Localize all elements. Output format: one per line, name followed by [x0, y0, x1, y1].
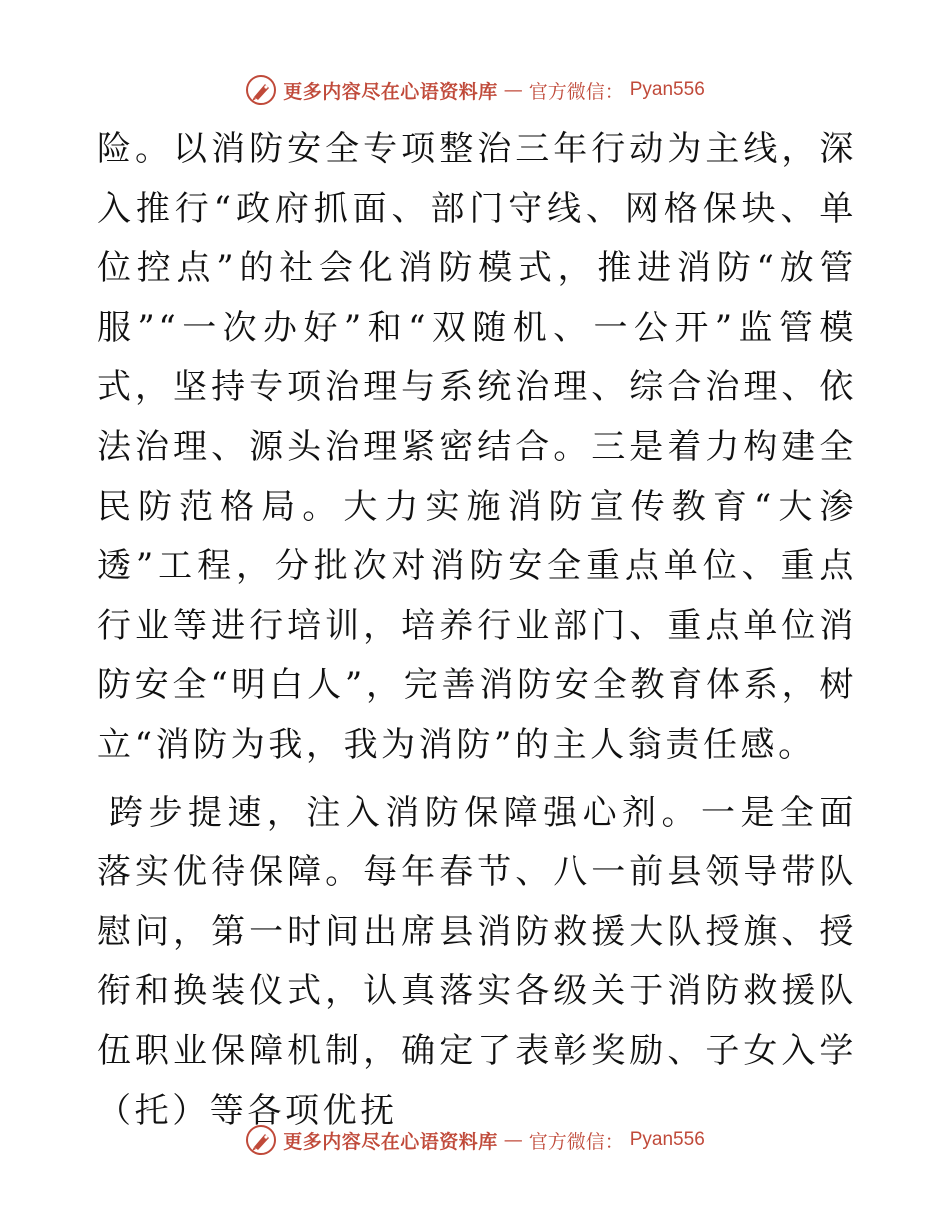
banner-main-text: 更多内容尽在心语资料库: [283, 80, 498, 103]
banner-wechat-label: 官方微信：: [528, 80, 624, 103]
footer-banner: [0, 1120, 950, 1160]
banner-wechat-label: 官方微信：: [528, 1130, 624, 1153]
banner-separator: —: [503, 1129, 523, 1151]
header-banner: [0, 70, 950, 110]
banner-main-text: 更多内容尽在心语资料库: [283, 1130, 498, 1153]
paragraph: 跨步提速，注入消防保障强心剂。一是全面落实优待保障。每年春节、八一前县领导带队慰问，第一时间出席县消防救援大队授旗、授衔和换装仪式，认真落实各级关于消防救援队伍职业保障机制，确定了表彰奖励、子女入学（托）等各项优抚: [97, 792, 857, 1131]
document-body: [97, 120, 857, 1141]
pen-nib-logo-icon: [245, 1124, 277, 1156]
pen-nib-logo-icon: [245, 74, 277, 106]
banner-wechat-id: Pyan556: [629, 1129, 705, 1150]
banner-wechat-id: Pyan556: [629, 79, 705, 100]
paragraph: 险。以消防安全专项整治三年行动为主线，深入推行“政府抓面、部门守线、网格保块、单位控点”的社会化消防模式，推进消防“放管服”“一次办好”和“双随机、一公开”监管模式，坚持专项治理与系统治理、综合治理、依法治理、源头治理紧密结合。三是着力构建全民防范格局。大力实施消防宣传教育“大渗透”工程，分批次对消防安全重点单位、重点行业等进行培训，培养行业部门、重点单位消防安全“明白人”，完善消防安全教育体系，树立“消防为我，我为消防”的主人翁责任感。: [97, 129, 857, 765]
banner-separator: —: [503, 79, 523, 101]
